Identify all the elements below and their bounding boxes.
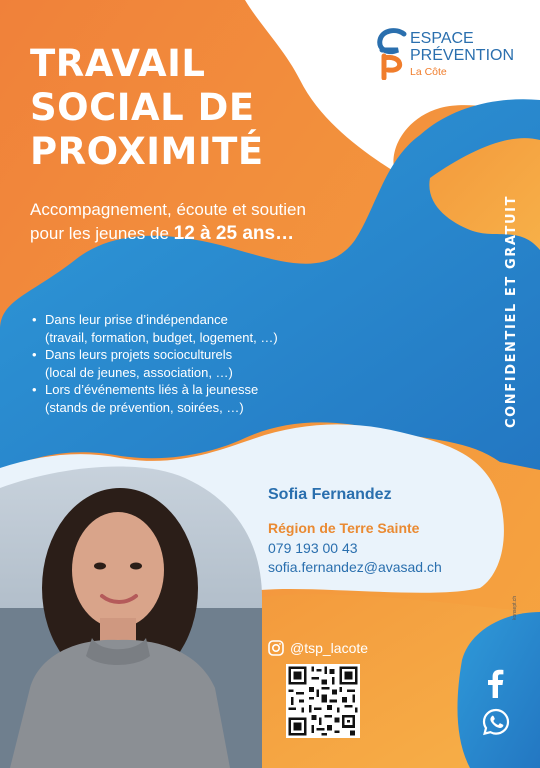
logo-line-2: PRÉVENTION [410, 47, 515, 64]
instagram-link[interactable] [268, 640, 368, 656]
whatsapp-icon[interactable] [482, 708, 510, 736]
contact-phone[interactable]: 079 193 00 43 [268, 540, 358, 556]
subtitle-line-2-prefix: pour les jeunes de [30, 224, 174, 243]
instagram-handle: @tsp_lacote [290, 640, 369, 656]
page-title [30, 42, 264, 174]
title-line-1: TRAVAIL [30, 42, 206, 85]
contact-name: Sofia Fernandez [268, 486, 392, 503]
list-item-main: Lors d’événements liés à la jeunesse [45, 382, 259, 397]
age-range-highlight: 12 à 25 ans… [173, 223, 295, 244]
subtitle [30, 198, 306, 246]
list-item [32, 311, 278, 346]
instagram-icon [268, 640, 284, 656]
logo-line-1: ESPACE [410, 30, 474, 47]
contact-region: Région de Terre Sainte [268, 520, 420, 536]
list-item-sub: (local de jeunes, association, …) [45, 364, 233, 380]
list-item-main: Dans leur prise d’indépendance [45, 312, 228, 327]
portrait-photo [0, 458, 262, 768]
contact-email[interactable]: sofia.fernandez@avasad.ch [268, 559, 442, 575]
ep-logo-mark-icon [376, 28, 408, 80]
subtitle-line-2 [30, 222, 306, 246]
list-item [32, 381, 278, 416]
subtitle-line-1: Accompagnement, écoute et soutien [30, 200, 306, 219]
confidential-label: CONFIDENTIEL ET GRATUIT [504, 194, 519, 428]
espace-prevention-logo [376, 28, 526, 84]
design-credit: konsept.ch [512, 595, 518, 620]
services-list [32, 311, 278, 416]
list-item-sub: (stands de prévention, soirées, …) [45, 399, 244, 415]
list-item-main: Dans leurs projets socioculturels [45, 347, 233, 362]
title-line-2: SOCIAL DE [30, 86, 255, 129]
list-item [32, 346, 278, 381]
contact-block [268, 486, 442, 577]
facebook-icon[interactable] [484, 668, 506, 698]
list-item-sub: (travail, formation, budget, logement, …) [45, 329, 278, 345]
logo-line-3: La Côte [410, 66, 447, 78]
qr-code[interactable] [286, 664, 360, 738]
title-line-3: PROXIMITÉ [30, 130, 264, 173]
